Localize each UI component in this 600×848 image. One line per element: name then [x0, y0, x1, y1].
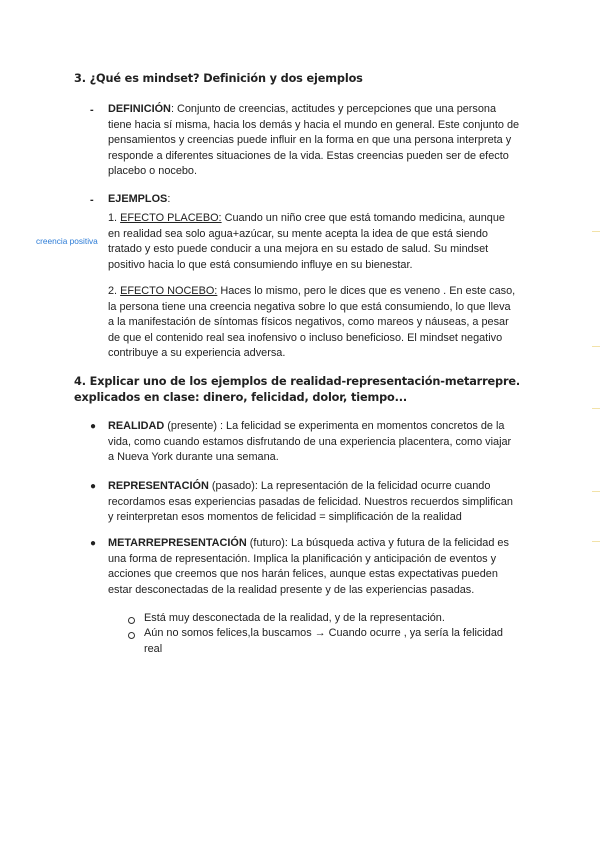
section-3-heading: 3. ¿Qué es mindset? Definición y dos ejemplos: [74, 72, 363, 85]
realidad-label: REALIDAD: [108, 420, 165, 432]
section-4-heading-line1: 4. Explicar uno de los ejemplos de realidad-representación-metarrepre.: [74, 375, 521, 388]
sub-bullet-circle: [128, 632, 135, 639]
bullet-dot: ●: [90, 481, 97, 492]
realidad-paragraph: REALIDAD (presente) : La felicidad se experimenta en momentos concretos de la vida, como cuando estamos disfrutando de una experiencia placentera, como viajar a Nueva York durante una semana.: [108, 420, 512, 464]
dash-bullet: -: [90, 194, 94, 206]
margin-comment: creencia positiva: [36, 236, 98, 246]
placebo-title: EFECTO PLACEBO:: [120, 212, 222, 224]
highlight-mark: [592, 231, 600, 232]
section-4-heading-line2: explicados en clase: dinero, felicidad, dolor, tiempo...: [74, 391, 408, 404]
nocebo-example: 2. EFECTO NOCEBO: Haces lo mismo, pero le dices que es veneno . En este caso, la persona tiene una creencia negativa sobre lo que está consumiendo, lo que lleva a la manifestación de síntomas físicos negativos, como mareos y náuseas, a pesar de que el contenido real sea inofensivo o incluso beneficioso. El mindset negativo contribuye a su experiencia adversa.: [108, 285, 516, 360]
sub-bullet-1: Está muy desconectada de la realidad, y de la representación.: [144, 612, 445, 624]
highlight-mark: [592, 346, 600, 347]
sub-bullet-circle: [128, 617, 135, 624]
metarrepresentacion-paragraph: METARREPRESENTACIÓN (futuro): La búsqueda activa y futura de la felicidad es una forma de representación. Implica la planificación y anticipación de eventos y acciones que creemos que nos harán felices, aunque estas expectativas pueden estar desconectadas de la realidad presente y de las experiencias pasadas.: [108, 537, 509, 596]
sub-bullet-2: Aún no somos felices,la buscamos → Cuando ocurre , ya sería la felicidad real: [144, 627, 503, 655]
bullet-dot: ●: [90, 538, 97, 549]
dash-bullet: -: [90, 104, 94, 116]
definition-paragraph: DEFINICIÓN: Conjunto de creencias, actitudes y percepciones que una persona tiene hacia sí misma, hacia los demás y hacia el mundo en general. Este conjunto de pensamientos y creencias puede influir en la forma en que una persona interpreta y responde a diferentes situaciones de la vida. Estas creencias pueden ser de efecto placebo o nocebo.: [108, 103, 520, 178]
nocebo-title: EFECTO NOCEBO:: [120, 285, 218, 297]
highlight-mark: [592, 541, 600, 542]
metarrepresentacion-label: METARREPRESENTACIÓN: [108, 537, 247, 549]
examples-label: EJEMPLOS:: [108, 193, 171, 205]
bullet-dot: ●: [90, 421, 97, 432]
highlight-mark: [592, 491, 600, 492]
representacion-paragraph: REPRESENTACIÓN (pasado): La representación de la felicidad ocurre cuando recordamos esas experiencias pasadas de felicidad. Nuestros recuerdos simplifican y reinterpretan esos momentos de felicidad = simplificación de la realidad: [108, 480, 513, 524]
representacion-label: REPRESENTACIÓN: [108, 480, 209, 492]
highlight-mark: [592, 408, 600, 409]
definition-label: DEFINICIÓN: [108, 103, 171, 115]
placebo-example: 1. EFECTO PLACEBO: Cuando un niño cree que está tomando medicina, aunque en realidad sea solo agua+azúcar, su mente acepta la idea de que está siendo tratado y esto puede conducir a una mejora en su estado de salud. Su mindset positivo hacia lo que está consumiendo influye en su bienestar.: [108, 212, 505, 271]
